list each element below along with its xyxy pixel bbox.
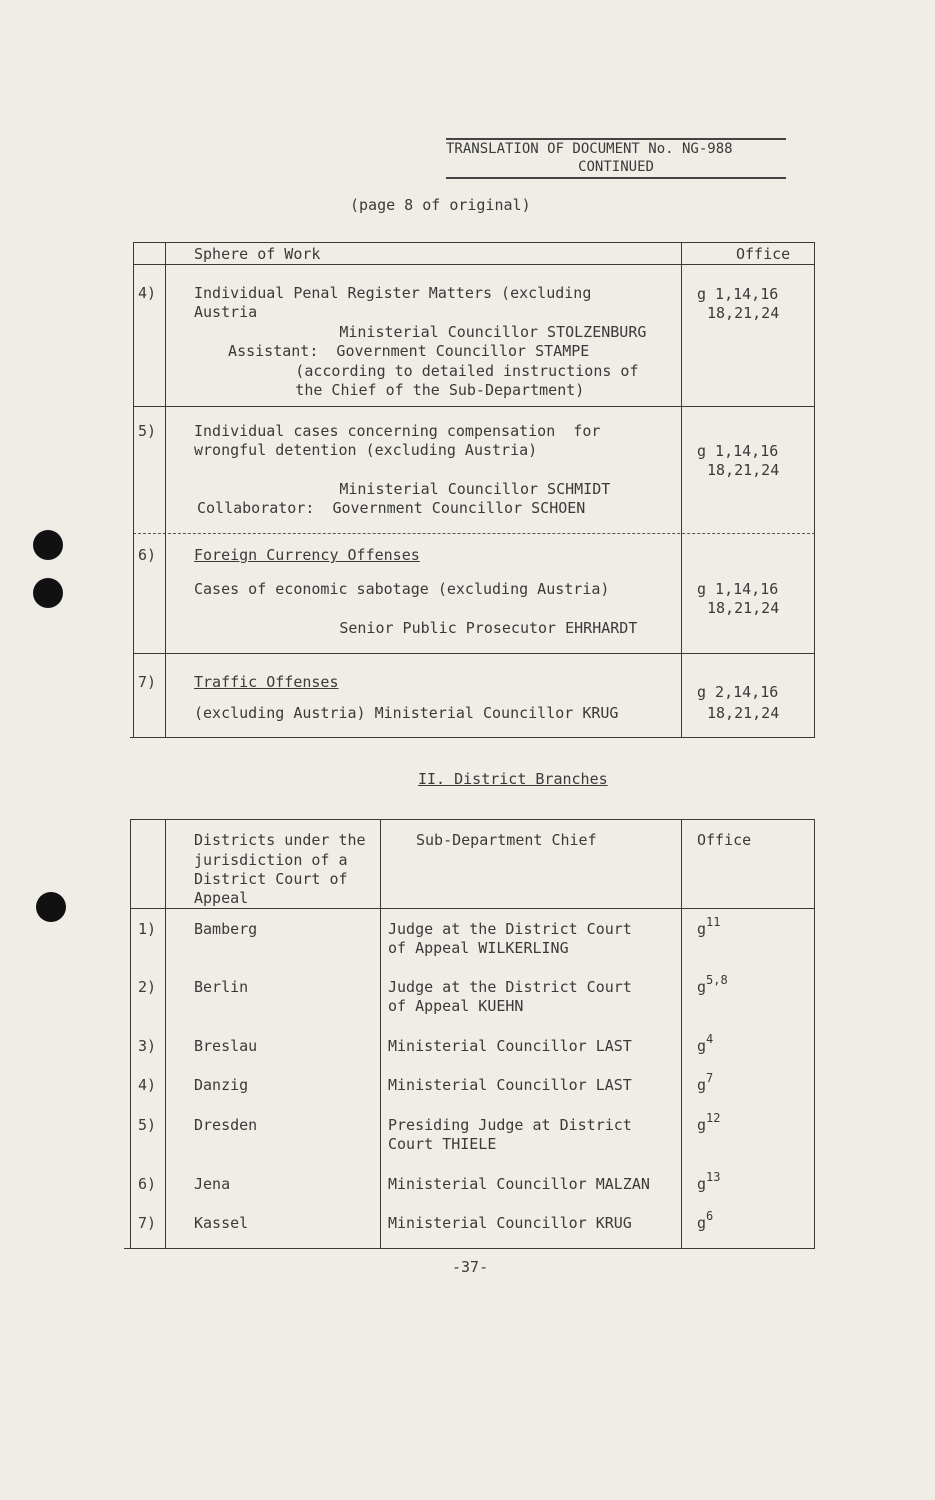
punch-hole-top: [33, 530, 63, 560]
col-header-office: Office: [736, 245, 791, 263]
district-name: Jena: [194, 1175, 231, 1193]
row-text-line: Individual cases concerning compensation for: [194, 422, 601, 440]
district-name: Danzig: [194, 1076, 249, 1094]
office-code: 18,21,24: [707, 599, 780, 617]
row-number: 7): [138, 673, 157, 691]
office-code: $g^6$: [697, 1209, 714, 1232]
office-code: g 1,14,16: [697, 442, 779, 460]
chief-name: Court THIELE: [388, 1135, 497, 1153]
section-title-district-branches: II. District Branches: [418, 770, 608, 788]
chief-name: of Appeal WILKERLING: [388, 939, 569, 957]
chief-name: Presiding Judge at District: [388, 1116, 632, 1134]
page-reference: (page 8 of original): [350, 196, 531, 214]
row-number: 6): [138, 546, 157, 564]
district-name: Berlin: [194, 978, 249, 996]
row-text-line: Ministerial Councillor SCHMIDT: [240, 480, 611, 498]
col-header-office: Office: [697, 831, 752, 849]
row-text-line: (according to detailed instructions of: [205, 362, 639, 380]
chief-name: Ministerial Councillor KRUG: [388, 1214, 632, 1232]
row-text-line: Individual Penal Register Matters (excluding: [194, 284, 592, 302]
row-text-line: Ministerial Councillor STOLZENBURG: [240, 323, 647, 341]
punch-hole-middle: [33, 578, 63, 608]
row-number: 1): [138, 920, 157, 938]
chief-name: Judge at the District Court: [388, 920, 632, 938]
col-header-sub-department-chief: Sub-Department Chief: [416, 831, 597, 849]
punch-hole-bottom: [36, 892, 66, 922]
district-name: Bamberg: [194, 920, 258, 938]
row-text-line: Collaborator: Government Councillor SCHOEN: [197, 499, 586, 517]
chief-name: Judge at the District Court: [388, 978, 632, 996]
row-text-line: the Chief of the Sub-Department): [205, 381, 585, 399]
office-code: g 2,14,16: [697, 683, 779, 701]
district-name: Kassel: [194, 1214, 249, 1232]
row-text-line: Austria: [194, 303, 258, 321]
row-number: 5): [138, 1116, 157, 1134]
district-name: Dresden: [194, 1116, 258, 1134]
office-code: g 1,14,16: [697, 580, 779, 598]
district-name: Breslau: [194, 1037, 258, 1055]
col-header-districts: District Court of: [194, 870, 348, 888]
office-code: $g^{13}$: [697, 1170, 721, 1193]
row-text-line: Foreign Currency Offenses: [194, 546, 420, 564]
office-code: 18,21,24: [707, 461, 780, 479]
chief-name: Ministerial Councillor LAST: [388, 1076, 632, 1094]
row-number: 6): [138, 1175, 157, 1193]
row-number: 2): [138, 978, 157, 996]
col-header-districts: jurisdiction of a: [194, 851, 348, 869]
office-code: $g^4$: [697, 1032, 714, 1055]
row-number: 3): [138, 1037, 157, 1055]
col-header-sphere-of-work: Sphere of Work: [194, 245, 321, 263]
office-code: 18,21,24: [707, 304, 780, 322]
row-text-line: (excluding Austria) Ministerial Councillor KRUG: [194, 704, 619, 722]
office-code: 18,21,24: [707, 704, 780, 722]
chief-name: of Appeal KUEHN: [388, 997, 524, 1015]
row-number: 7): [138, 1214, 157, 1232]
office-code: $g^{12}$: [697, 1111, 721, 1134]
row-number: 4): [138, 1076, 157, 1094]
row-number: 5): [138, 422, 157, 440]
document-title: TRANSLATION OF DOCUMENT No. NG-988: [446, 138, 786, 157]
col-header-districts: Appeal: [194, 889, 249, 907]
row-text-line: Senior Public Prosecutor EHRHARDT: [240, 619, 638, 637]
office-code: $g^7$: [697, 1071, 714, 1094]
row-text-line: Assistant: Government Councillor STAMPE: [210, 342, 590, 360]
row-text-line: wrongful detention (excluding Austria): [194, 441, 538, 459]
col-header-districts: Districts under the: [194, 831, 366, 849]
office-code: g 1,14,16: [697, 285, 779, 303]
page-number: -37-: [452, 1258, 489, 1276]
row-number: 4): [138, 284, 157, 302]
document-title-continued: CONTINUED: [446, 159, 786, 179]
row-text-line: Traffic Offenses: [194, 673, 339, 691]
row-text-line: Cases of economic sabotage (excluding Austria): [194, 580, 610, 598]
office-code: $g^{5,8}$: [697, 973, 728, 996]
office-code: $g^{11}$: [697, 915, 721, 938]
chief-name: Ministerial Councillor LAST: [388, 1037, 632, 1055]
chief-name: Ministerial Councillor MALZAN: [388, 1175, 650, 1193]
